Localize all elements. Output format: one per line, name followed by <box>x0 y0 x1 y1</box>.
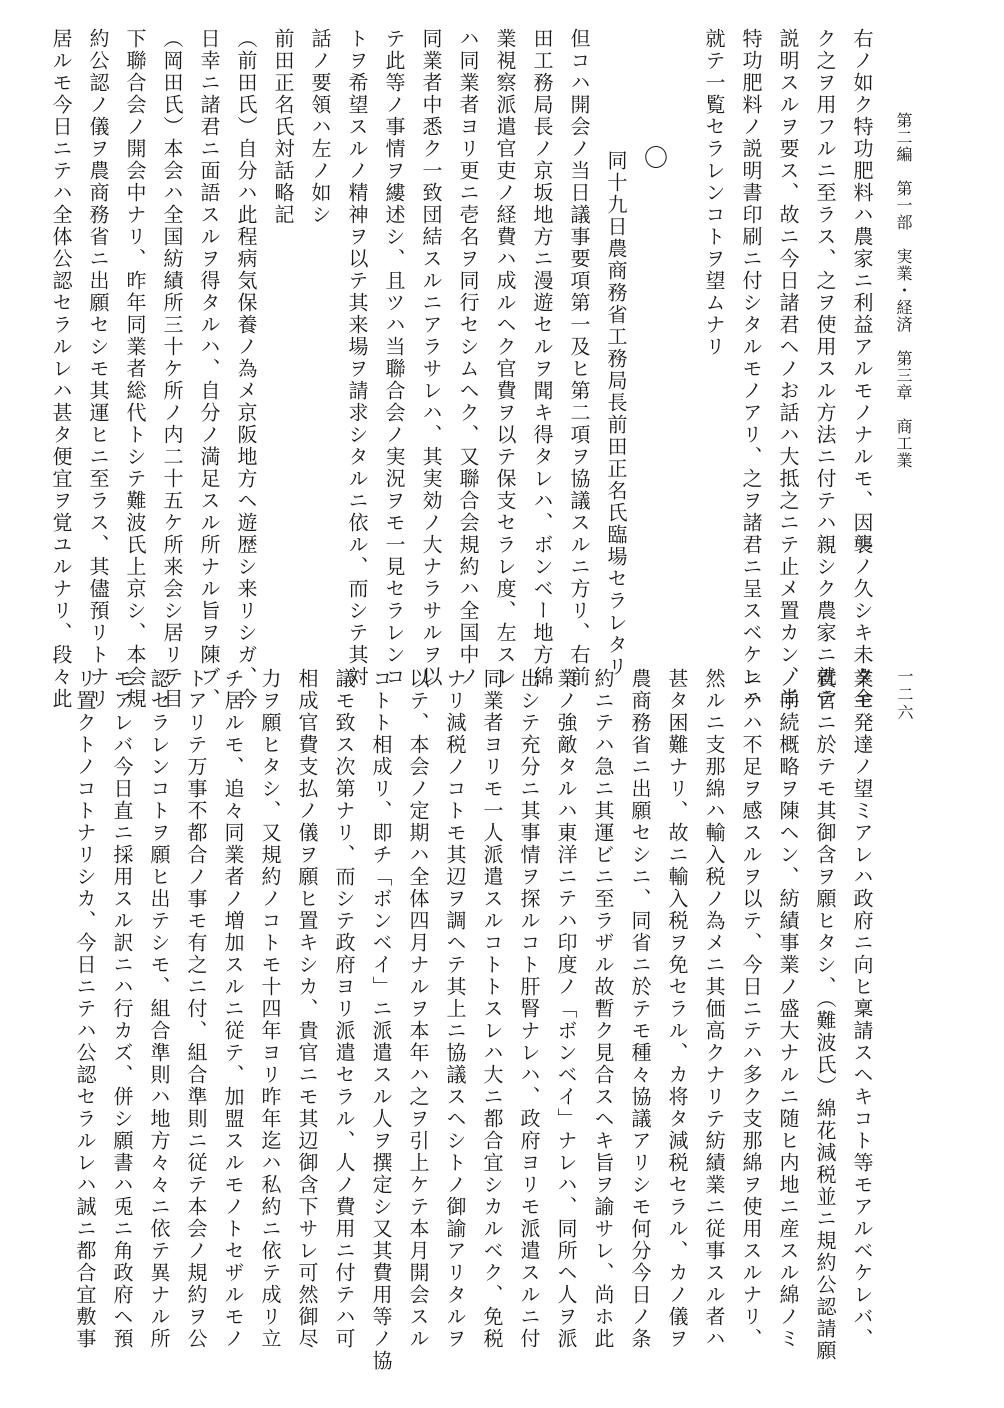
text-column: 認セラレンコトヲ願ヒ出テシモ、組合準則ハ地方々々ニ依テ異ナル所 <box>147 668 171 1350</box>
text-column: 説明スルヲ要ス、故ニ今日諸君ヘノお話ハ大抵之ニテ止メ置カン、尚 <box>776 28 800 710</box>
text-column: （岡田氏）本会ハ全国紡績所三十ケ所ノ内二十五ケ所来会シ居リテ目 <box>160 28 184 710</box>
text-column: 居ルモ今日ニテハ全体公認セラルレハ甚タ便宜ヲ覚ユルナリ、段々此 <box>49 28 73 710</box>
text-column: 相成官費支払ノ儀ヲ願ヒ置キシカ、貴官ニモ其辺御含下サレ可然御尽 <box>295 668 319 1350</box>
text-column: 農商務省ニ出願セシニ、同省ニ於テモ種々協議アリシモ何分今日ノ条 <box>628 668 652 1350</box>
text-column: 但コハ開会ノ当日議事要項第一及ヒ第二項ヲ協議スルニ方リ、右前 <box>567 28 591 688</box>
running-head: 第二編 第一部 実業・経済 第三章 商工業 <box>894 112 913 469</box>
text-column: 約公認ノ儀ヲ農商務省ニ出願セシモ其運ヒニ至ラス、其儘預リトナリ <box>86 28 110 710</box>
text-column: 甚タ困難ナリ、故ニ輸入税ヲ免セラル、カ将タ減税セラル、カノ儀ヲ <box>665 668 689 1350</box>
text-column: 業視察派遣官吏ノ経費ハ成ルヘク官費ヲ以テ保支セラレ度、左スレ <box>493 28 517 688</box>
text-column: トアリテ万事不都合ノ事モ有之ニ付、組合準則ニ従テ本会ノ規約ヲ公 <box>184 668 208 1350</box>
text-column: 以テ、本会ノ定期ハ全体四月ナルヲ本年ハ之ヲ引上ケテ本月開会スル <box>406 668 430 1350</box>
text-column: 話ノ要領ハ左ノ如シ <box>308 28 332 226</box>
text-column: 業ノ強敵タルハ東洋ニテハ印度ノ「ボンベイ」ナレハ、同所ヘ人ヲ派 <box>554 668 578 1350</box>
text-column: ナリ減税ノコトモ其辺ヲ調ヘテ其上ニ協議スヘシトノ御諭アリタルヲ <box>443 668 467 1350</box>
text-column: 業モ発達ノ望ミアレハ政府ニ向ヒ稟請スヘキコト等モアルベケレバ、 <box>850 668 874 1350</box>
text-column: 然ルニ支那綿ハ輸入税ノ為メニ其価高クナリテ紡績業ニ従事スル者ハ <box>702 668 726 1350</box>
text-column: 田工務局長ノ京坂地方ニ漫遊セルヲ聞キ得タレハ、ボンベー地方綿 <box>530 28 554 688</box>
text-column: テ此等ノ事情ヲ縷述シ、且ツハ当聯合会ノ実況ヲモ一見セラレンコ <box>382 28 406 688</box>
text-column: 就テ一覧セラレンコトヲ望ムナリ <box>702 28 726 358</box>
text-column: 日幸ニ諸君ニ面語スルヲ得タルハ、自分ノ満足スル所ナル旨ヲ陳ブ、 <box>197 28 221 710</box>
text-column: 出シテ充分ニ其事情ヲ探ルコト肝腎ナレハ、政府ヨリモ派遣スルニ付 <box>517 668 541 1350</box>
text-column: 議モ致ス次第ナリ、而シテ政府ヨリ派遣セラル、人ノ費用ニ付テハ可 <box>332 668 356 1350</box>
text-column: ク之ヲ用フルニ至ラス、之ヲ使用スル方法ニ付テハ親シク農家ニ就テ <box>813 28 837 710</box>
text-column: ニテハ不足ヲ感スルヲ以テ、今日ニテハ多ク支那綿ヲ使用スルナリ、 <box>739 668 763 1350</box>
text-column: （前田氏）自分ハ此程病気保養ノ為メ京阪地方ヘ遊歴シ来リシガ、今 <box>234 28 258 710</box>
text-column: 約ニテハ急ニ其運ビニ至ラザル故暫ク見合スヘキ旨ヲ諭サレ、尚ホ此 <box>591 668 615 1350</box>
text-column: リ置クトノコトナリシカ、今日ニテハ公認セラルレハ誠ニ都合宜敷事 <box>73 668 97 1350</box>
text-column: コトト相成リ、即チ「ボンベイ」ニ派遣スル人ヲ撰定シ又其費用等ノ協 <box>369 668 393 1372</box>
text-column: 前田正名氏対話略記 <box>271 28 295 226</box>
text-column: 同業者ヨリモ一人派遣スルコトトスレハ大ニ都合宜シカルベク、免税 <box>480 668 504 1350</box>
page-number: 一二六 <box>895 668 914 722</box>
text-column: 右ノ如ク特功肥料ハ農家ニ利益アルモノナルモ、因襲ノ久シキ未タ全 <box>850 28 874 710</box>
text-column: 力ヲ願ヒタシ、又規約ノコトモ十四年ヨリ昨年迄ハ私約ニ依テ成リ立 <box>258 668 282 1350</box>
text-column: ノ手続概略ヲ陳ヘン、紡績事業ノ盛大ナルニ随ヒ内地ニ産スル綿ノミ <box>776 668 800 1350</box>
text-column: 同十九日農商務省工務局長前田正名氏臨場セラレタリ <box>604 150 628 678</box>
text-column: ハ同業者ヨリ更ニ壱名ヲ同行セシムヘク、又聯合会規約ハ全国中ノ <box>456 28 480 688</box>
section-marker: 〇 <box>644 144 668 172</box>
text-column: モアレバ今日直ニ採用スル訳ニハ行カズ、併シ願書ハ兎ニ角政府ヘ預 <box>110 668 134 1350</box>
text-column: 同業者中悉ク一致団結スルニアラサレハ、其実効ノ大ナラサルヲ以 <box>419 28 443 688</box>
text-column: 下聯合会ノ開会中ナリ、昨年同業者総代トシテ難波氏上京シ、本会規 <box>123 28 147 710</box>
text-column: 特功肥料ノ説明書印刷ニ付シタルモノアリ、之ヲ諸君ニ呈スベケレハ <box>739 28 763 710</box>
text-column: 貴官ニ於テモ其御含ヲ願ヒタシ、（難波氏）綿花減税並ニ規約公認請願 <box>813 668 837 1362</box>
text-column: トヲ希望スルノ精神ヲ以テ其来場ヲ請求シタルニ依ル、而シテ其対 <box>345 28 369 688</box>
text-column: チ居ルモ、追々同業者ノ増加スルニ従テ、加盟スルモノトセザルモノ <box>221 668 245 1350</box>
